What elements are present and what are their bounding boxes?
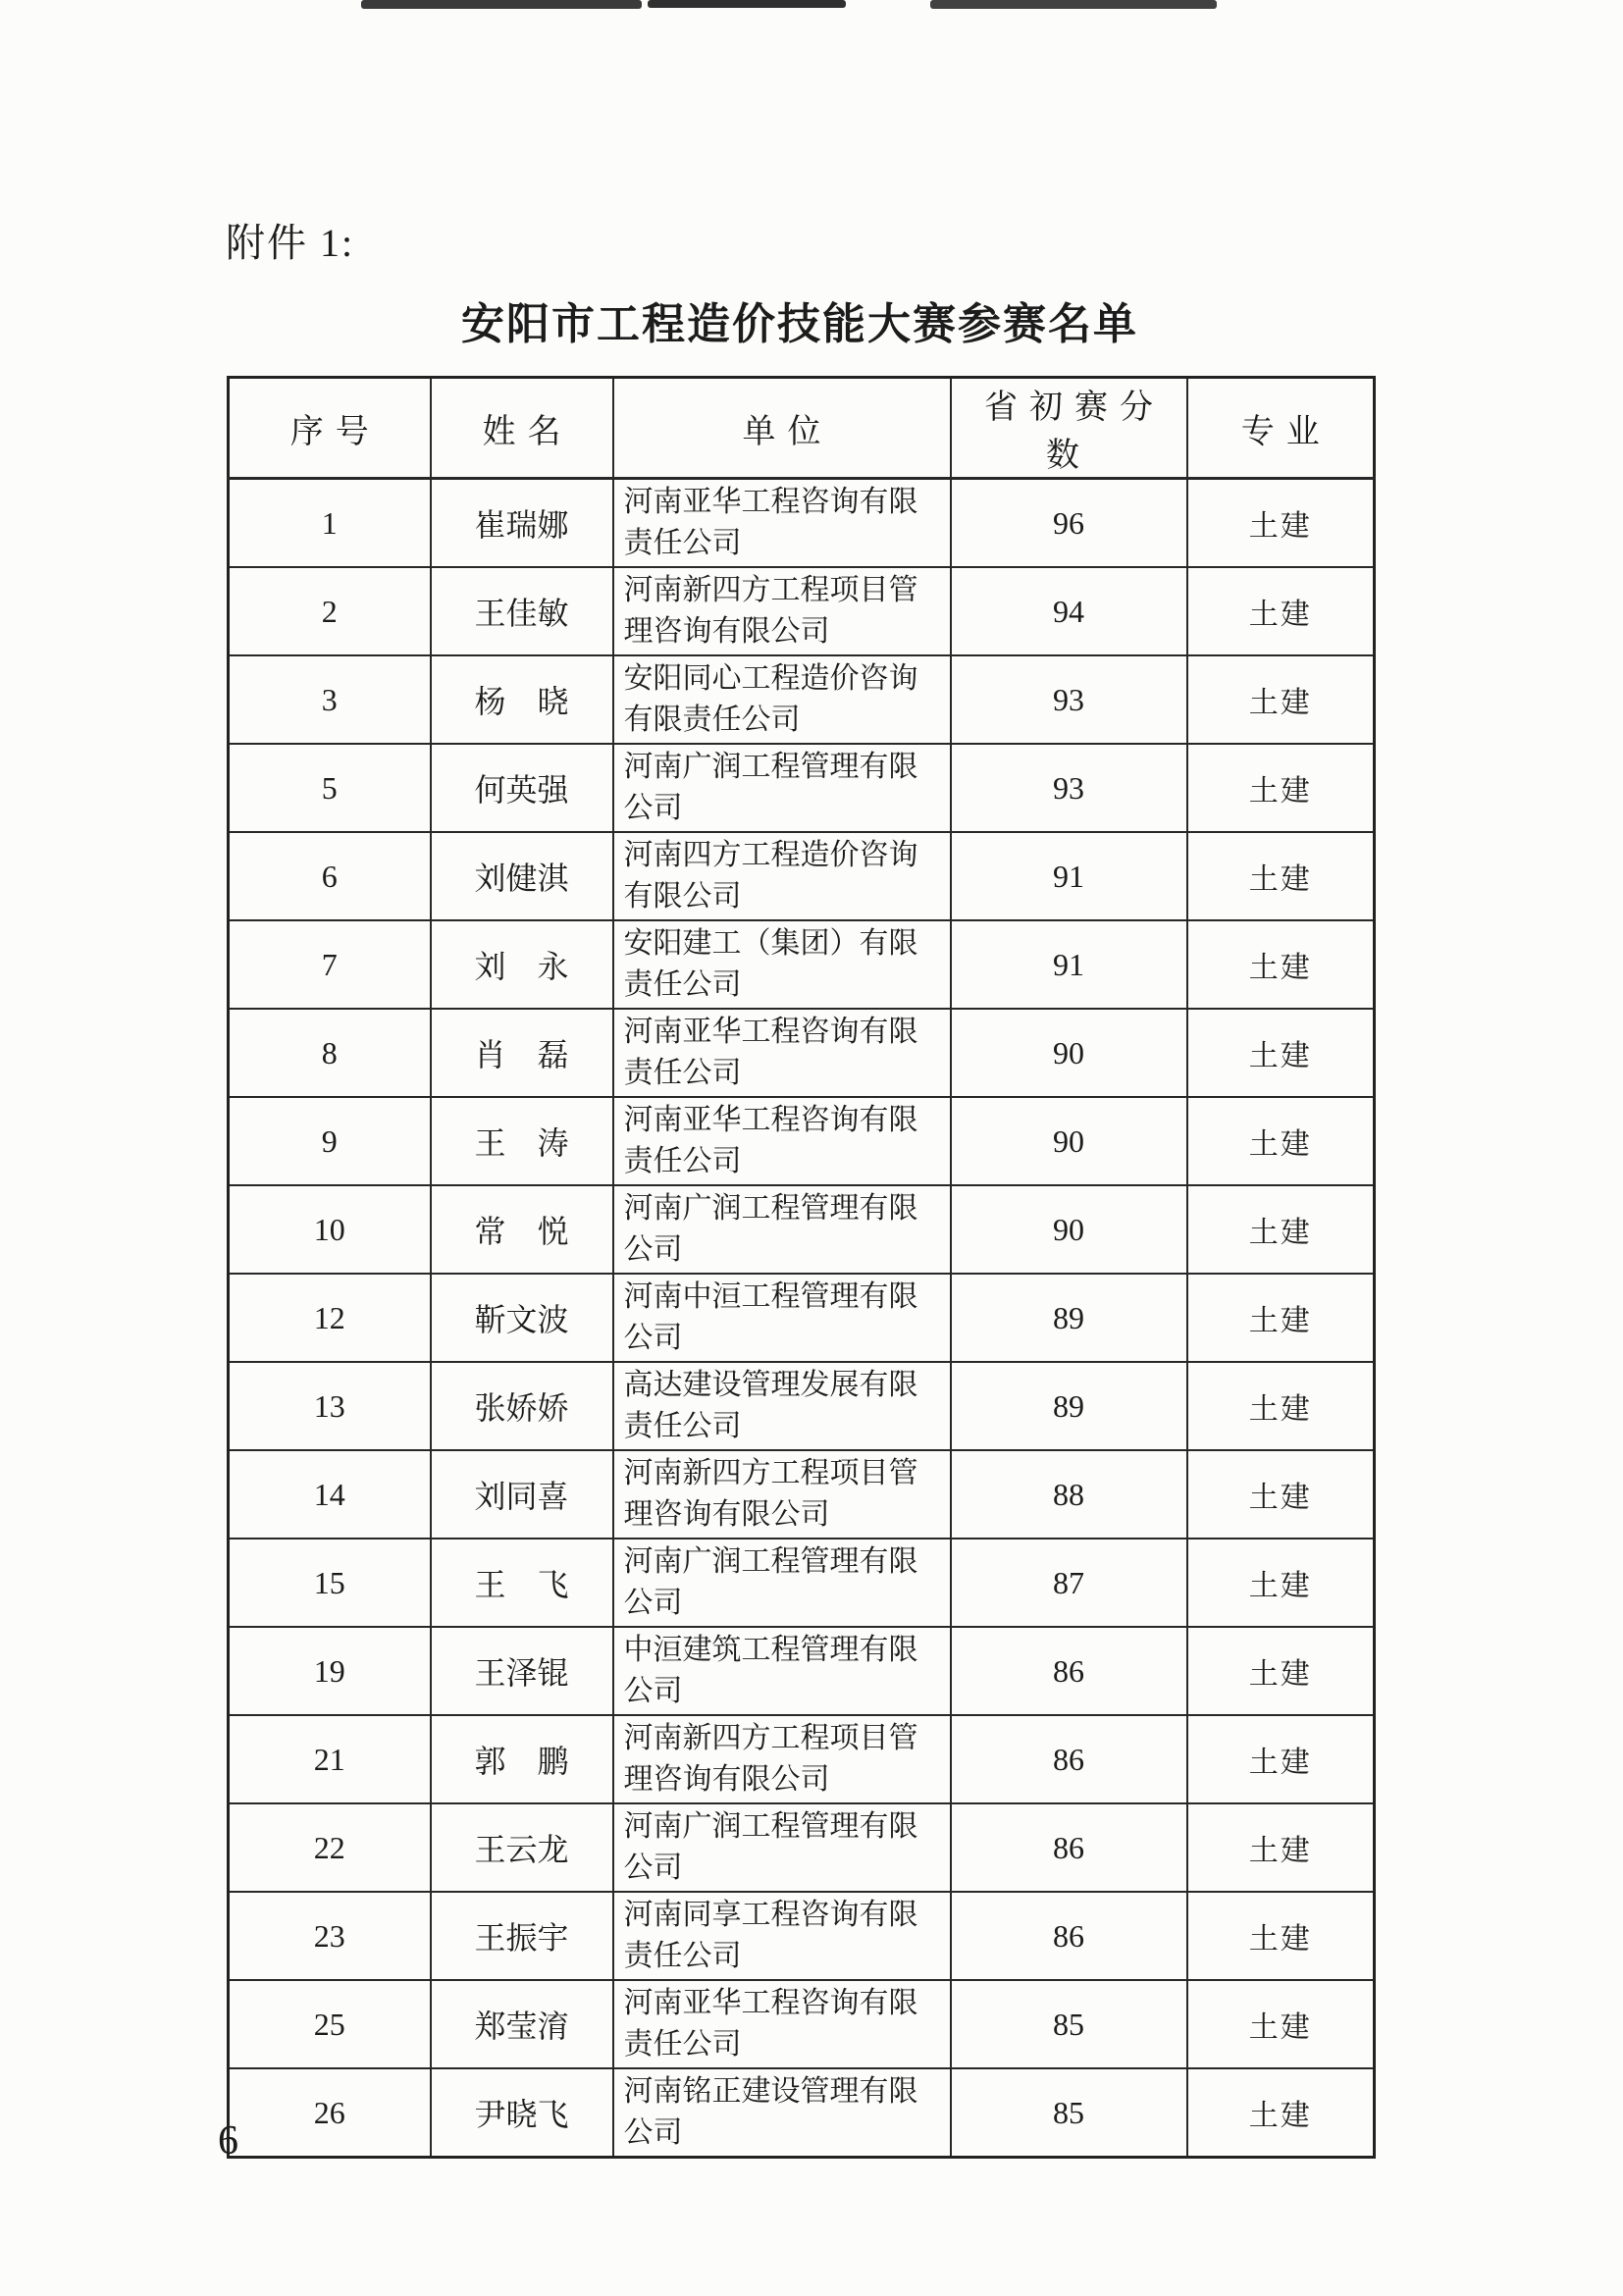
- cell-unit: 河南广润工程管理有限公司: [613, 1803, 951, 1892]
- cell-major: 土建: [1187, 1274, 1375, 1362]
- cell-name: 何英强: [431, 744, 613, 832]
- header-cell-name: 姓名: [431, 378, 613, 479]
- document-title: 安阳市工程造价技能大赛参赛名单: [461, 300, 1138, 348]
- cell-no: 25: [229, 1980, 431, 2068]
- cell-name: 王振宇: [431, 1892, 613, 1980]
- cell-name: 崔瑞娜: [431, 479, 613, 568]
- scan-artifact: [648, 0, 846, 8]
- cell-name: 刘健淇: [431, 832, 613, 920]
- cell-unit: 安阳同心工程造价咨询有限责任公司: [613, 655, 951, 744]
- cell-no: 1: [229, 479, 431, 568]
- cell-name: 张娇娇: [431, 1362, 613, 1450]
- cell-score: 91: [951, 920, 1187, 1009]
- cell-score: 86: [951, 1803, 1187, 1892]
- cell-score: 93: [951, 655, 1187, 744]
- scan-artifact: [930, 0, 1217, 9]
- cell-no: 12: [229, 1274, 431, 1362]
- cell-name: 王佳敏: [431, 567, 613, 655]
- cell-major: 土建: [1187, 1980, 1375, 2068]
- cell-name: 杨 晓: [431, 655, 613, 744]
- table-row: [229, 1362, 1375, 1450]
- cell-name: 王泽锟: [431, 1627, 613, 1715]
- cell-no: 23: [229, 1892, 431, 1980]
- table-row: [229, 655, 1375, 744]
- cell-no: 3: [229, 655, 431, 744]
- cell-major: 土建: [1187, 1539, 1375, 1627]
- table-row: [229, 2068, 1375, 2158]
- cell-unit: 河南中洹工程管理有限公司: [613, 1274, 951, 1362]
- cell-no: 6: [229, 832, 431, 920]
- cell-major: 土建: [1187, 1892, 1375, 1980]
- cell-score: 86: [951, 1627, 1187, 1715]
- cell-name: 王 飞: [431, 1539, 613, 1627]
- cell-name: 靳文波: [431, 1274, 613, 1362]
- cell-name: 尹晓飞: [431, 2068, 613, 2158]
- page-number: 6: [218, 2118, 238, 2164]
- table-row: [229, 1539, 1375, 1627]
- cell-major: 土建: [1187, 832, 1375, 920]
- cell-score: 85: [951, 1980, 1187, 2068]
- cell-no: 26: [229, 2068, 431, 2158]
- cell-no: 13: [229, 1362, 431, 1450]
- cell-major: 土建: [1187, 1009, 1375, 1097]
- cell-no: 5: [229, 744, 431, 832]
- cell-unit: 河南铭正建设管理有限公司: [613, 2068, 951, 2158]
- cell-unit: 安阳建工（集团）有限责任公司: [613, 920, 951, 1009]
- table-row: [229, 1627, 1375, 1715]
- table-row: [229, 1185, 1375, 1274]
- cell-score: 90: [951, 1097, 1187, 1185]
- table-row: [229, 1980, 1375, 2068]
- cell-score: 90: [951, 1185, 1187, 1274]
- cell-major: 土建: [1187, 479, 1375, 568]
- table-row: [229, 1715, 1375, 1803]
- cell-major: 土建: [1187, 1185, 1375, 1274]
- cell-name: 肖 磊: [431, 1009, 613, 1097]
- cell-major: 土建: [1187, 1803, 1375, 1892]
- cell-unit: 河南新四方工程项目管理咨询有限公司: [613, 1450, 951, 1539]
- cell-score: 89: [951, 1274, 1187, 1362]
- cell-score: 88: [951, 1450, 1187, 1539]
- cell-unit: 高达建设管理发展有限责任公司: [613, 1362, 951, 1450]
- attachment-label: 附件 1:: [226, 221, 355, 265]
- cell-name: 常 悦: [431, 1185, 613, 1274]
- table-row: [229, 1803, 1375, 1892]
- cell-name: 刘同喜: [431, 1450, 613, 1539]
- cell-unit: 河南新四方工程项目管理咨询有限公司: [613, 567, 951, 655]
- table-row: [229, 1892, 1375, 1980]
- header-cell-score: 省初赛分数: [951, 378, 1187, 479]
- cell-major: 土建: [1187, 1450, 1375, 1539]
- cell-unit: 河南亚华工程咨询有限责任公司: [613, 1097, 951, 1185]
- cell-no: 22: [229, 1803, 431, 1892]
- cell-no: 7: [229, 920, 431, 1009]
- cell-unit: 中洹建筑工程管理有限公司: [613, 1627, 951, 1715]
- cell-score: 86: [951, 1715, 1187, 1803]
- table-body: [229, 479, 1375, 2158]
- cell-score: 96: [951, 479, 1187, 568]
- cell-name: 刘 永: [431, 920, 613, 1009]
- table-row: [229, 1450, 1375, 1539]
- table-row: [229, 832, 1375, 920]
- table-row: [229, 1097, 1375, 1185]
- cell-major: 土建: [1187, 2068, 1375, 2158]
- header-cell-unit: 单位: [613, 378, 951, 479]
- cell-no: 19: [229, 1627, 431, 1715]
- cell-score: 86: [951, 1892, 1187, 1980]
- cell-unit: 河南广润工程管理有限公司: [613, 744, 951, 832]
- table-row: [229, 1274, 1375, 1362]
- cell-score: 93: [951, 744, 1187, 832]
- cell-major: 土建: [1187, 1715, 1375, 1803]
- cell-no: 8: [229, 1009, 431, 1097]
- table-row: [229, 744, 1375, 832]
- cell-no: 9: [229, 1097, 431, 1185]
- cell-no: 21: [229, 1715, 431, 1803]
- participants-table: [227, 376, 1376, 2159]
- cell-name: 王 涛: [431, 1097, 613, 1185]
- header-cell-major: 专业: [1187, 378, 1375, 479]
- cell-score: 87: [951, 1539, 1187, 1627]
- cell-no: 2: [229, 567, 431, 655]
- cell-score: 91: [951, 832, 1187, 920]
- cell-unit: 河南亚华工程咨询有限责任公司: [613, 1009, 951, 1097]
- cell-no: 10: [229, 1185, 431, 1274]
- cell-major: 土建: [1187, 567, 1375, 655]
- cell-no: 15: [229, 1539, 431, 1627]
- table-row: [229, 567, 1375, 655]
- cell-major: 土建: [1187, 744, 1375, 832]
- table-row: [229, 920, 1375, 1009]
- cell-score: 90: [951, 1009, 1187, 1097]
- cell-unit: 河南同享工程咨询有限责任公司: [613, 1892, 951, 1980]
- cell-unit: 河南四方工程造价咨询有限公司: [613, 832, 951, 920]
- cell-unit: 河南亚华工程咨询有限责任公司: [613, 1980, 951, 2068]
- cell-major: 土建: [1187, 920, 1375, 1009]
- cell-major: 土建: [1187, 1362, 1375, 1450]
- cell-major: 土建: [1187, 1627, 1375, 1715]
- table-row: [229, 1009, 1375, 1097]
- cell-score: 94: [951, 567, 1187, 655]
- cell-name: 王云龙: [431, 1803, 613, 1892]
- cell-unit: 河南亚华工程咨询有限责任公司: [613, 479, 951, 568]
- cell-name: 郭 鹏: [431, 1715, 613, 1803]
- cell-no: 14: [229, 1450, 431, 1539]
- cell-score: 85: [951, 2068, 1187, 2158]
- cell-unit: 河南新四方工程项目管理咨询有限公司: [613, 1715, 951, 1803]
- table-header-row: [229, 378, 1375, 479]
- table-row: [229, 479, 1375, 568]
- cell-major: 土建: [1187, 655, 1375, 744]
- cell-name: 郑莹淯: [431, 1980, 613, 2068]
- header-cell-no: 序号: [229, 378, 431, 479]
- cell-score: 89: [951, 1362, 1187, 1450]
- scan-artifact: [361, 0, 642, 9]
- cell-major: 土建: [1187, 1097, 1375, 1185]
- cell-unit: 河南广润工程管理有限公司: [613, 1185, 951, 1274]
- cell-unit: 河南广润工程管理有限公司: [613, 1539, 951, 1627]
